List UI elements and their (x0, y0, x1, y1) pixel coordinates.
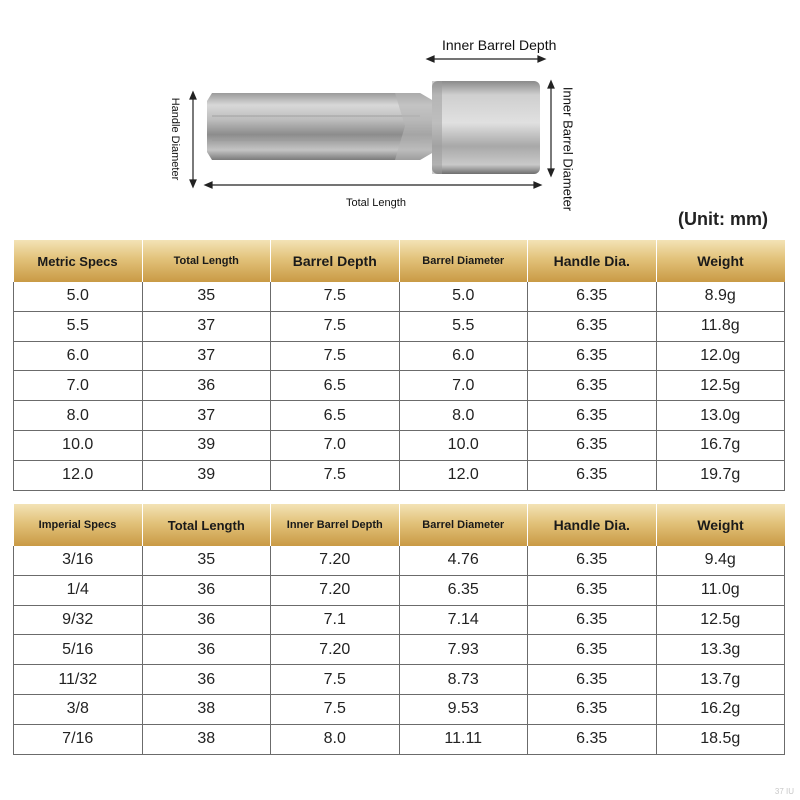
table-cell: 6.5 (271, 401, 400, 431)
table-row (14, 575, 785, 605)
imperial-table-body (14, 546, 785, 754)
table-cell: 36 (142, 371, 271, 401)
table-cell: 13.7g (656, 665, 785, 695)
table-cell: 9/32 (14, 605, 143, 635)
column-header: Metric Specs (14, 240, 143, 282)
table-cell: 6.35 (528, 605, 657, 635)
table-cell: 6.0 (399, 341, 528, 371)
column-header: Barrel Diameter (399, 504, 528, 546)
table-cell: 8.0 (399, 401, 528, 431)
table-cell: 5.0 (399, 282, 528, 311)
table-cell: 5.0 (14, 282, 143, 311)
socket-diagram (0, 0, 800, 230)
metric-table-body (14, 282, 785, 490)
table-cell: 19.7g (656, 460, 785, 490)
table-cell: 39 (142, 430, 271, 460)
column-header: Barrel Diameter (399, 240, 528, 282)
table-cell: 12.5g (656, 371, 785, 401)
table-cell: 7.20 (271, 546, 400, 575)
table-cell: 6.35 (528, 341, 657, 371)
total-length-label: Total Length (346, 197, 406, 209)
table-cell: 36 (142, 605, 271, 635)
table-cell: 9.4g (656, 546, 785, 575)
table-cell: 11/32 (14, 665, 143, 695)
table-cell: 13.3g (656, 635, 785, 665)
table-row (14, 341, 785, 371)
table-cell: 6.35 (528, 430, 657, 460)
table-cell: 7.5 (271, 341, 400, 371)
table-cell: 11.11 (399, 724, 528, 754)
table-cell: 8.0 (271, 724, 400, 754)
table-cell: 7.5 (271, 282, 400, 311)
table-cell: 37 (142, 311, 271, 341)
column-header: Imperial Specs (14, 504, 143, 546)
table-cell: 6.0 (14, 341, 143, 371)
table-cell: 8.73 (399, 665, 528, 695)
column-header: Weight (656, 240, 785, 282)
table-cell: 37 (142, 401, 271, 431)
table-cell: 7.0 (271, 430, 400, 460)
socket-illustration (0, 0, 800, 230)
table-cell: 7.0 (399, 371, 528, 401)
table-cell: 7.5 (271, 311, 400, 341)
table-row (14, 401, 785, 431)
table-cell: 8.9g (656, 282, 785, 311)
inner-barrel-diameter-label: Inner Barrel Diameter (560, 86, 576, 212)
table-row (14, 724, 785, 754)
table-cell: 16.7g (656, 430, 785, 460)
table-cell: 39 (142, 460, 271, 490)
table-row (14, 665, 785, 695)
table-cell: 8.0 (14, 401, 143, 431)
table-cell: 6.35 (528, 460, 657, 490)
table-row (14, 311, 785, 341)
table-cell: 10.0 (399, 430, 528, 460)
imperial-header-row (14, 504, 785, 546)
table-cell: 16.2g (656, 694, 785, 724)
inner-barrel-depth-label: Inner Barrel Depth (442, 37, 557, 53)
table-cell: 6.35 (399, 575, 528, 605)
table-cell: 38 (142, 694, 271, 724)
table-cell: 6.35 (528, 694, 657, 724)
table-cell: 35 (142, 546, 271, 575)
table-cell: 36 (142, 635, 271, 665)
table-row (14, 546, 785, 575)
column-header: Weight (656, 504, 785, 546)
metric-header-row (14, 240, 785, 282)
table-cell: 13.0g (656, 401, 785, 431)
table-cell: 10.0 (14, 430, 143, 460)
table-cell: 7.5 (271, 460, 400, 490)
table-cell: 38 (142, 724, 271, 754)
table-row (14, 460, 785, 490)
socket-barrel (432, 81, 540, 174)
table-cell: 6.35 (528, 371, 657, 401)
table-cell: 12.0 (14, 460, 143, 490)
table-cell: 12.5g (656, 605, 785, 635)
table-cell: 7.0 (14, 371, 143, 401)
table-cell: 4.76 (399, 546, 528, 575)
table-cell: 3/8 (14, 694, 143, 724)
metric-specs-table (13, 240, 785, 491)
handle-diameter-arrow (190, 92, 196, 187)
column-header: Total Length (142, 240, 271, 282)
column-header: Handle Dia. (528, 240, 657, 282)
table-cell: 6.35 (528, 546, 657, 575)
table-cell: 7/16 (14, 724, 143, 754)
table-row (14, 605, 785, 635)
table-cell: 7.1 (271, 605, 400, 635)
table-cell: 6.35 (528, 575, 657, 605)
table-cell: 7.93 (399, 635, 528, 665)
imperial-specs-table (13, 504, 785, 755)
table-cell: 35 (142, 282, 271, 311)
table-cell: 37 (142, 341, 271, 371)
table-cell: 3/16 (14, 546, 143, 575)
table-cell: 11.8g (656, 311, 785, 341)
table-row (14, 371, 785, 401)
inner-barrel-diameter-arrow (548, 81, 554, 176)
table-cell: 7.14 (399, 605, 528, 635)
table-cell: 6.35 (528, 724, 657, 754)
table-cell: 12.0 (399, 460, 528, 490)
hex-shaft (207, 93, 432, 160)
watermark: 37 IU (774, 787, 794, 796)
column-header: Total Length (142, 504, 271, 546)
table-cell: 5/16 (14, 635, 143, 665)
total-length-arrow (205, 182, 541, 188)
table-row (14, 694, 785, 724)
table-cell: 6.5 (271, 371, 400, 401)
table-cell: 18.5g (656, 724, 785, 754)
table-cell: 7.5 (271, 694, 400, 724)
table-row (14, 430, 785, 460)
inner-barrel-depth-arrow (427, 56, 545, 62)
column-header: Handle Dia. (528, 504, 657, 546)
table-cell: 6.35 (528, 282, 657, 311)
table-cell: 1/4 (14, 575, 143, 605)
table-cell: 9.53 (399, 694, 528, 724)
table-cell: 6.35 (528, 665, 657, 695)
table-cell: 6.35 (528, 311, 657, 341)
table-cell: 6.35 (528, 635, 657, 665)
table-cell: 6.35 (528, 401, 657, 431)
table-cell: 7.20 (271, 575, 400, 605)
unit-label: (Unit: mm) (678, 209, 768, 229)
column-header: Inner Barrel Depth (271, 504, 400, 546)
table-cell: 12.0g (656, 341, 785, 371)
table-cell: 11.0g (656, 575, 785, 605)
table-cell: 7.20 (271, 635, 400, 665)
table-cell: 5.5 (14, 311, 143, 341)
table-cell: 36 (142, 575, 271, 605)
table-row (14, 282, 785, 311)
column-header: Barrel Depth (271, 240, 400, 282)
table-cell: 7.5 (271, 665, 400, 695)
table-row (14, 635, 785, 665)
table-cell: 5.5 (399, 311, 528, 341)
table-cell: 36 (142, 665, 271, 695)
handle-diameter-label: Handle Diameter (169, 97, 181, 181)
